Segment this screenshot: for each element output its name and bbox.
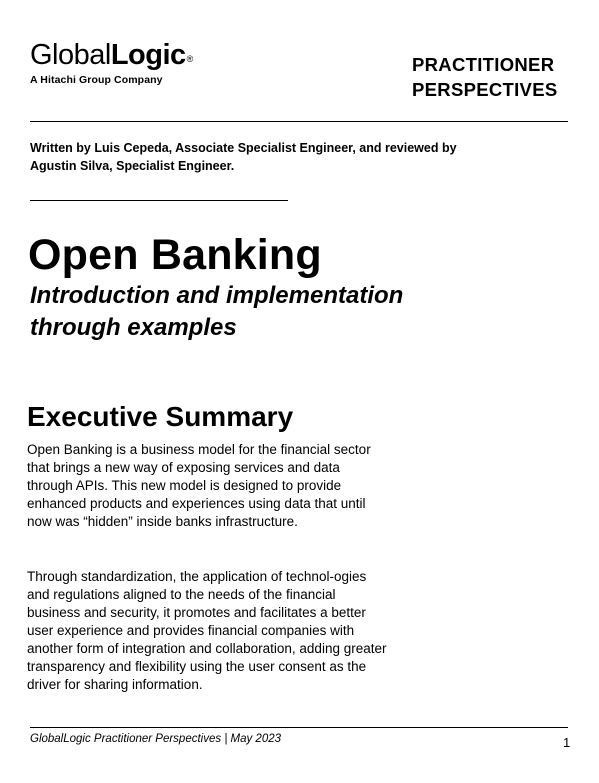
author-byline: Written by Luis Cepeda, Associate Specialist Engineer, and reviewed by Agustin Silva, Specialist Engineer. [30,141,457,173]
page-number: 1 [563,735,571,750]
byline-divider [30,200,288,201]
section-heading: Executive Summary [27,401,294,432]
series-title-line2: PERSPECTIVES [412,79,558,100]
logo-word-regular: Global [30,39,111,71]
series-title-line1: PRACTITIONER [412,54,555,75]
logo-wordmark [30,38,193,72]
series-title [412,52,557,102]
footer-divider [30,727,568,728]
document-subtitle: Introduction and implementation through examples [30,282,404,341]
logo-word-bold: Logic [110,39,186,71]
logo-tagline: A Hitachi Group Company [30,74,163,86]
registered-mark: ® [186,54,193,64]
header-divider [30,121,568,122]
globallogic-logo [30,38,193,86]
summary-paragraph-2: Through standardization, the application of technol-ogies and regulations aligned to the needs of the financial business and security, it promotes and facilitates a better user experience and provides financial companies with another form of integration and collaboration, adding greater transparency and flexibility using the user consent as the driver for sharing information. [27,569,387,692]
summary-paragraph-1: Open Banking is a business model for the financial sector that brings a new way of exposing services and data through APIs. This new model is designed to provide enhanced products and experiences using data that until now was “hidden” inside banks infrastructure. [27,442,371,529]
document-title: Open Banking [28,231,322,279]
footer-text: GlobalLogic Practitioner Perspectives | May 2023 [30,733,282,745]
